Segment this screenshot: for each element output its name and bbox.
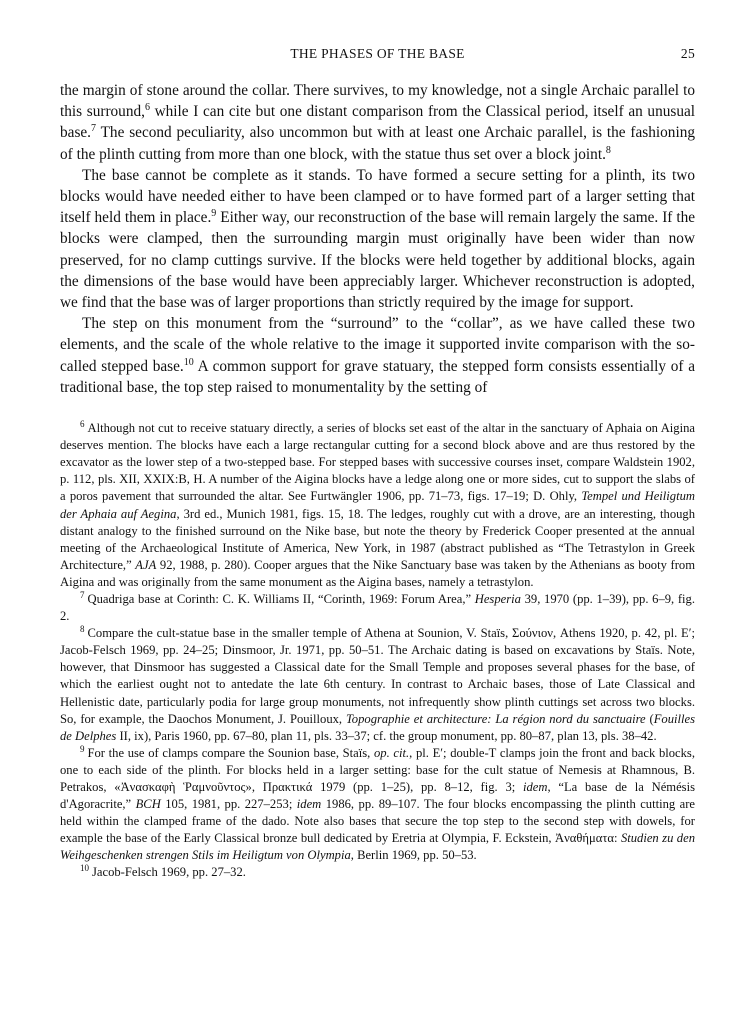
footnote-6: $^6$ Although not cut to receive statuary directly, a series of blocks set east of the altar in the sanctuary of Aphaia on Aigina deserves mention. The blocks have each a large rectangular cutting for a second block above and are thus restored by the excavator as the lower step of a two-stepped base. For stepped bases with successive courses inset, compare Waldstein 1902, p. 112, pls. XII, XXIX:B, H. A number of the Aigina blocks have a ledge along one or more sides, cut to support the slabs of a poros pavement that surrounded the altar. See Furtwängler 1906, pp. 71–73, figs. 17–19; D. Ohly, Tempel und Heiligtum der Aphaia auf Aegina, 3rd ed., Munich 1981, figs. 15, 18. The ledges, roughly cut with a drove, are an interesting, though distant analogy to the finished surround on the Nike base, but note the theory by Frederick Cooper presented at the annual meeting of the Archaeological Institute of America, New York, in 1987 (abstract published as “The Tetrastylon in Greek Architecture,” AJA 92, 1988, p. 280). Cooper argues that the Nike Sanctuary base was taken by the Athenians as booty from Aigina and was originally from the same monument as the Aigina bases, namely a tetrastylon. [60,419,696,589]
main-text [60,80,695,398]
footnote-ref[interactable]: 9 [211,208,217,220]
footnote-number: 6 [80,419,85,430]
footnote-ref[interactable]: 6 [144,102,150,114]
running-title: THE PHASES OF THE BASE [290,46,465,61]
footnote-ref[interactable]: 10 [183,356,194,368]
footnote-number: 7 [80,589,85,600]
paragraph: The base cannot be complete as it stands. To have formed a secure setting for a plinth, its two blocks would have needed either to have been clamped or to have formed part of a larger setting that itself held them in place.$^9$ Either way, our reconstruction of the base will remain largely the same. If the blocks were clamped, then the surrounding margin must originally have been wider than now preserved, for no clamp cuttings survive. If the blocks were held together by additional blocks, again the dimensions of the base would have been appreciably larger. Whichever reconstruction is adopted, we find that the base was of larger proportions than strictly required by the image for support. [60,166,696,312]
footnote-9: $^9$ For the use of clamps compare the Sounion base, Staïs, op. cit., pl. E′; double-T clamps join the front and back blocks, one to each side of the plinth. For blocks held in a larger setting: base for the cult statue of Nemesis at Rhamnous, B. Petrakos, «Ἀνασκαφὴ Ῥαμνοῦντος», Πρακτικά 1979 (pp. 1–25), pp. 8–12, fig. 3; idem, “La base de la Némésis d'Agoracrite,” BCH 105, 1981, pp. 227–253; idem 1986, pp. 89–107. The four blocks encompassing the plinth cutting are held within the clamped frame of the dado. Note also bases that secure the top step to the second step with dowels, for example the base of the Early Classical bronze bull dedicated by Eretria at Olympia, F. Eckstein, Ἀναθήματα: Studien zu den Weihgeschenken strengen Stils im Heiligtum von Olympia, Berlin 1969, pp. 50–53. [60,743,696,863]
paragraph: The step on this monument from the “surround” to the “collar”, as we have called these two elements, and the scale of the whole relative to the image it supported invite comparison with the so-called stepped base.$^{10}$ A common support for grave statuary, the stepped form consists essentially of a traditional base, the top step raised to monumentality by the setting of [60,315,695,396]
footnotes [60,420,695,882]
footnote-7: $^7$ Quadriga base at Corinth: C. K. Williams II, “Corinth, 1969: Forum Area,” Hesperia 39, 1970 (pp. 1–39), pp. 6–9, fig. 2. [60,589,696,624]
footnote-10: $^{10}$ Jacob-Felsch 1969, pp. 27–32. [80,863,246,880]
footnote-number: 9 [80,743,85,754]
paragraph: the margin of stone around the collar. There survives, to my knowledge, not a single Archaic parallel to this surround,$^6$ while I can cite but one distant comparison from the Classical period, itself an unusual base.$^7$ The second peculiarity, also uncommon but with at least one Archaic parallel, is the fashioning of the plinth cutting from more than one block, with the statue thus set over a block joint.$^8$ [60,82,696,163]
footnote-8: $^8$ Compare the cult-statue base in the smaller temple of Athena at Sounion, V. Staïs, Σούνιον, Athens 1920, p. 42, pl. E′; Jacob-Felsch 1969, pp. 24–25; Dinsmoor, Jr. 1971, pp. 50–51. The Archaic dating is based on excavations by Staïs. Note, however, that Dinsmoor has suggested a Classical date for the Small Temple and proposes several phases for the base, of which the earliest ought not to antedate the late 6th century. In contrast to Archaic bases, those of Late Classical and Hellenistic date, particularly podia for large group monuments, not infrequently show plinth cuttings set across two blocks. So, for example, the Daochos Monument, J. Pouilloux, Topographie et architecture: La région nord du sanctuaire (Fouilles de Delphes II, ix), Paris 1960, pp. 67–80, plan 11, pls. 33–37; cf. the group monument, pp. 80–87, plan 13, pls. 38–42. [60,624,696,743]
footnote-number: 8 [80,624,85,635]
running-header [60,46,695,68]
footnote-number: 10 [80,863,89,874]
page-number: 25 [680,46,695,61]
footnote-ref[interactable]: 7 [91,123,97,135]
page [60,46,695,882]
footnote-ref[interactable]: 8 [605,144,611,156]
